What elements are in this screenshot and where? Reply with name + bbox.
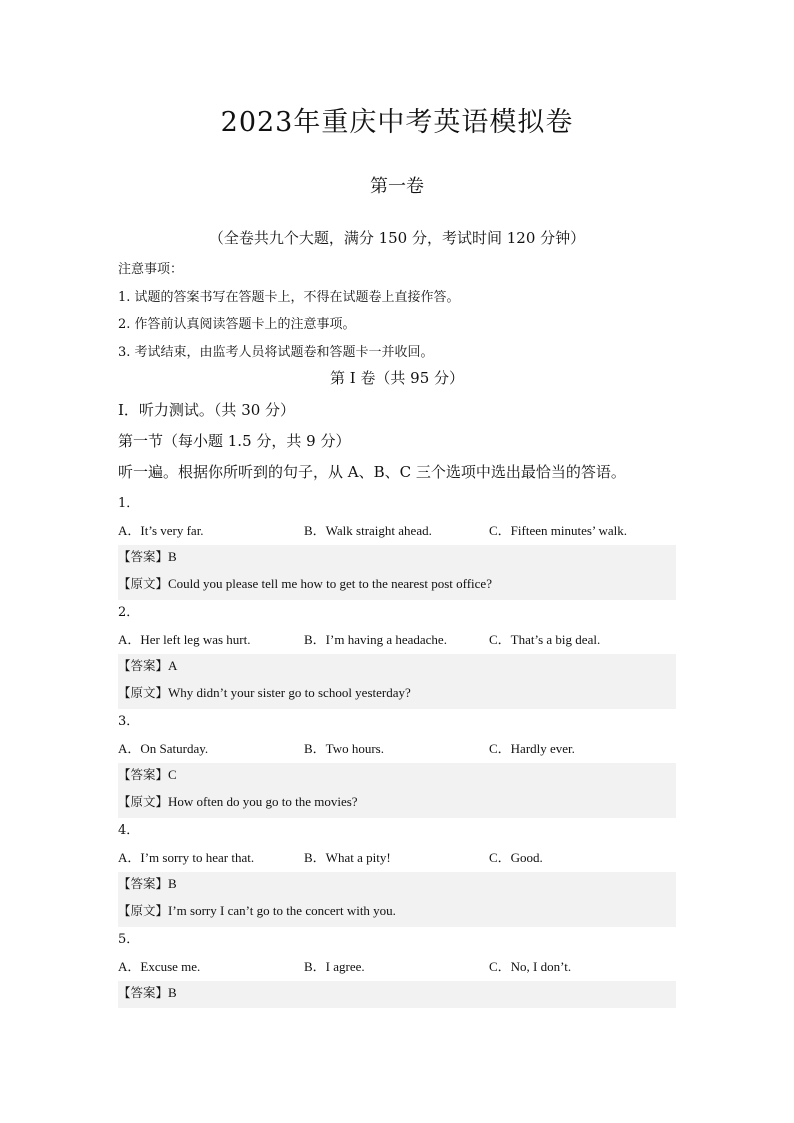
question-number: 3． — [118, 714, 140, 729]
answer-value: B — [168, 985, 177, 1000]
answer-row — [118, 765, 177, 783]
question-options — [118, 847, 676, 867]
answer-label: 【答案】 — [118, 658, 169, 673]
option-a: A．It’s very far. — [118, 523, 204, 538]
transcript-row — [118, 683, 411, 701]
transcript-label: 【原文】 — [118, 794, 169, 809]
option-c: C．No, I don’t. — [489, 959, 572, 974]
option-a: A．Excuse me. — [118, 959, 201, 974]
instruction-text: 听一遍。根据你所听到的句子，从 A、B、C 三个选项中选出最恰当的答语。 — [118, 463, 626, 481]
notes-heading: 注意事项： — [118, 262, 184, 277]
answer-block — [118, 872, 676, 927]
transcript-text: Could you please tell me how to get to the nearest post office? — [168, 576, 492, 591]
note-item: 3. 考试结束，由监考人员将试题卷和答题卡一并收回。 — [118, 345, 434, 360]
option-b: B．I agree. — [304, 959, 365, 974]
answer-row — [118, 983, 177, 1001]
question-options — [118, 520, 676, 540]
answer-block — [118, 545, 676, 600]
answer-value: B — [168, 876, 177, 891]
option-b: B．Two hours. — [304, 741, 384, 756]
answer-label: 【答案】 — [118, 767, 169, 782]
option-b: B．Walk straight ahead. — [304, 523, 432, 538]
answer-block — [118, 981, 676, 1008]
exam-info: （全卷共九个大题，满分 150 分，考试时间 120 分钟） — [208, 229, 586, 247]
transcript-label: 【原文】 — [118, 685, 169, 700]
question-number: 2． — [118, 605, 140, 620]
question-number: 4． — [118, 823, 140, 838]
question-options — [118, 738, 676, 758]
note-item: 1. 试题的答案书写在答题卡上，不得在试题卷上直接作答。 — [118, 290, 460, 305]
question-options — [118, 956, 676, 976]
answer-block — [118, 763, 676, 818]
transcript-text: Why didn’t your sister go to school yesterday? — [168, 685, 411, 700]
answer-value: A — [168, 658, 178, 673]
question-number: 1． — [118, 496, 140, 511]
transcript-text: I’m sorry I can’t go to the concert with you. — [168, 903, 396, 918]
option-c: C．That’s a big deal. — [489, 632, 601, 647]
transcript-row — [118, 901, 396, 919]
question-options — [118, 629, 676, 649]
option-c: C．Hardly ever. — [489, 741, 575, 756]
transcript-label: 【原文】 — [118, 903, 169, 918]
answer-value: B — [168, 549, 177, 564]
option-b: B．What a pity! — [304, 850, 391, 865]
answer-row — [118, 656, 177, 674]
option-a: A．On Saturday. — [118, 741, 209, 756]
option-b: B．I’m having a headache. — [304, 632, 447, 647]
answer-row — [118, 874, 177, 892]
subsection-heading: 第一节（每小题 1.5 分，共 9 分） — [118, 432, 351, 450]
answer-value: C — [168, 767, 177, 782]
part-heading: 第 I 卷（共 95 分） — [329, 369, 465, 387]
option-a: A．I’m sorry to hear that. — [118, 850, 255, 865]
volume-title: 第一卷 — [370, 176, 424, 197]
question-number: 5． — [118, 932, 140, 947]
section-heading: Ⅰ．听力测试。（共 30 分） — [118, 401, 296, 419]
answer-label: 【答案】 — [118, 876, 169, 891]
answer-label: 【答案】 — [118, 549, 169, 564]
answer-block — [118, 654, 676, 709]
transcript-row — [118, 574, 492, 592]
answer-label: 【答案】 — [118, 985, 169, 1000]
option-c: C．Fifteen minutes’ walk. — [489, 523, 628, 538]
answer-row — [118, 547, 177, 565]
note-item: 2. 作答前认真阅读答题卡上的注意事项。 — [118, 317, 356, 332]
transcript-text: How often do you go to the movies? — [168, 794, 358, 809]
option-a: A．Her left leg was hurt. — [118, 632, 251, 647]
option-c: C．Good. — [489, 850, 543, 865]
page-title: 2023年重庆中考英语模拟卷 — [220, 107, 574, 138]
transcript-row — [118, 792, 358, 810]
transcript-label: 【原文】 — [118, 576, 169, 591]
